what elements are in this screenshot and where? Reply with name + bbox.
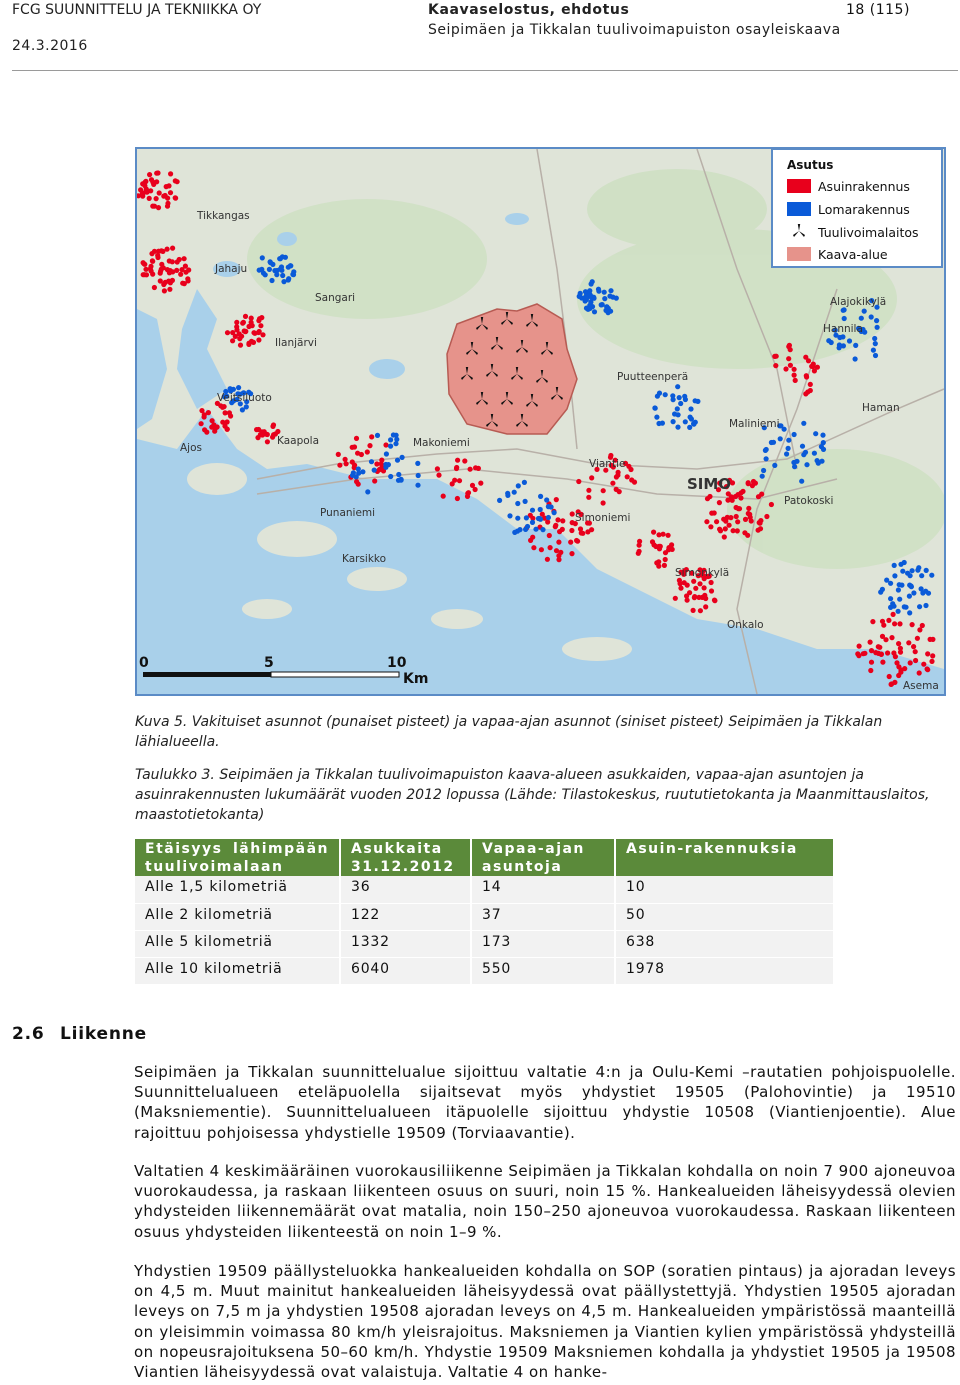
body-paragraph: Seipimäen ja Tikkalan suunnittelualue sijoittuu valtatie 4:n ja Oulu-Kemi –rautatien pohjoispuolelle. Suunnittelualueen eteläpuolella sijaitsevat myös yhdystiet 19505 (Palohovintie) ja 19510 (Maksniementie). Suunnittelualueen itäpuolelle sijoittuu yhdystie 10508 (Viantienjoentie). Alue rajoittuu pohjoisessa yhdystielle 19509 (Torviaavantie).	[134, 1063, 956, 1142]
body-paragraph: Yhdystien 19509 päällysteluokka hankealueiden kohdalla on SOP (soratien pintaus) ja ajoradan leveys on 4,5 m. Muut mainitut hankealueiden läheisyydessä ovat päällystettyjä. Yhdystien 19505 ajoradan leveys on 7,5 m ja yhdystien 19508 ajoradan leveys on 4,5 m. Hankealueiden ympäristössä maanteillä on yleisimmin voimassa 80 km/h yleisrajoitus. Maksniemen ja Viantien kylien ympäristössä yhdysteillä on nopeusrajoituksena 50–60 km/h. Yhdystie 19509 Maksniemen kohdalla ja yhdystiet 19505 ja 19508 Viantien läheisyydessä ovat valaistuja. Valtatie 4 on hanke-	[134, 1262, 956, 1382]
cell-buildings: 638	[615, 930, 833, 957]
cell-distance: Alle 2 kilometriä	[135, 903, 340, 930]
cell-holiday-homes: 37	[471, 903, 615, 930]
header-left	[12, 0, 261, 56]
cell-residents: 6040	[340, 957, 471, 984]
header-divider	[12, 70, 958, 71]
place-veitsiluoto: Veitsiluoto	[217, 392, 272, 404]
place-viantie: Viantie	[589, 458, 626, 470]
place-simoniemi: Simoniemi	[575, 512, 631, 524]
scale-unit: Km	[403, 671, 429, 687]
place-haman: Haman	[862, 402, 900, 414]
cell-distance: Alle 5 kilometriä	[135, 930, 340, 957]
company-name: FCG SUUNNITTELU JA TEKNIIKKA OY	[12, 2, 262, 18]
place-asema: Asema	[903, 680, 939, 692]
place-maliniemi: Maliniemi	[729, 418, 780, 430]
section-number: 2.6	[12, 1024, 45, 1044]
table-caption: Taulukko 3. Seipimäen ja Tikkalan tuulivoimapuiston kaava-alueen asukkaiden, vapaa-ajan asuntojen ja asuinrakennusten lukumäärät vuoden 2012 lopussa (Lähde: Tilastokeskus, ruututietokanta ja Maanmittauslaitos, maastotietokanta)	[135, 767, 930, 823]
place-kaapola: Kaapola	[277, 435, 320, 447]
cell-distance: Alle 1,5 kilometriä	[135, 876, 340, 903]
cell-residents: 36	[340, 876, 471, 903]
col-residential-buildings: Asuin-rakennuksia	[615, 839, 833, 876]
legend-swatch-residential	[787, 179, 811, 193]
figure-caption: Kuva 5. Vakituiset asunnot (punaiset pisteet) ja vapaa-ajan asunnot (siniset pisteet) Seipimäen ja Tikkalan lähialueella.	[135, 714, 883, 750]
place-simonkyla: Simonkylä	[675, 567, 730, 579]
legend-label-residential: Asuinrakennus	[818, 179, 910, 194]
place-patokoski: Patokoski	[784, 495, 834, 507]
cell-buildings: 50	[615, 903, 833, 930]
cell-residents: 1332	[340, 930, 471, 957]
place-tikkangas: Tikkangas	[197, 210, 250, 222]
legend-label-holiday: Lomarakennus	[818, 202, 910, 217]
section-title: Liikenne	[60, 1024, 148, 1044]
scale-label-10: 10	[387, 655, 407, 671]
document-subtitle: Seipimäen ja Tikkalan tuulivoimapuiston osayleiskaava	[428, 22, 841, 38]
cell-buildings: 10	[615, 876, 833, 903]
page-number: 18 (115)	[846, 2, 910, 18]
cell-holiday-homes: 14	[471, 876, 615, 903]
body-paragraph: Valtatien 4 keskimääräinen vuorokausiliikenne Seipimäen ja Tikkalan kohdalla on noin 7 900 ajoneuvoa vuorokaudessa, ja raskaan liikenteen osuus on suuri, noin 15 %. Hankealueiden läheisyydessä olevien yhdysteiden liikennemäärät ovat matalia, noin 150–250 ajoneuvoa vuorokaudessa. Raskaan liikenteen osuus yhdysteiden liikenteestä on noin 1–9 %.	[134, 1162, 956, 1241]
map-legend	[772, 149, 942, 267]
header-center	[428, 0, 841, 40]
place-punaniemi: Punaniemi	[320, 507, 376, 519]
place-ajos: Ajos	[180, 442, 202, 454]
place-ilanjarvi: Ilanjärvi	[275, 337, 317, 349]
place-onkalo: Onkalo	[727, 619, 764, 631]
cell-residents: 122	[340, 903, 471, 930]
place-simo: SIMO	[687, 475, 732, 493]
place-puutteenpera: Puutteenperä	[617, 371, 689, 383]
cell-distance: Alle 10 kilometriä	[135, 957, 340, 984]
document-title: Kaavaselostus, ehdotus	[428, 2, 630, 18]
legend-swatch-plan-area	[787, 247, 811, 261]
place-jahaju: Jahaju	[215, 263, 248, 275]
legend-label-plan-area: Kaava-alue	[818, 247, 888, 262]
place-makoniemi: Makoniemi	[413, 437, 470, 449]
place-alajokikyla: Alajokikylä	[830, 296, 887, 308]
legend-label-turbine: Tuulivoimalaitos	[818, 225, 919, 240]
cell-buildings: 1978	[615, 957, 833, 984]
cell-holiday-homes: 550	[471, 957, 615, 984]
table-row	[135, 930, 833, 957]
col-distance: Etäisyys lähimpään tuulivoimalaan	[135, 839, 340, 876]
place-sangari: Sangari	[315, 292, 356, 304]
col-residents: Asukkaita 31.12.2012	[340, 839, 471, 876]
scale-label-5: 5	[264, 655, 274, 671]
place-karsikko: Karsikko	[342, 553, 387, 565]
header-date: 24.3.2016	[12, 38, 88, 54]
table-row	[135, 876, 833, 903]
place-hannila: Hannila	[823, 323, 863, 335]
residents-table	[135, 839, 833, 985]
legend-title: Asutus	[787, 158, 834, 172]
table-header-row	[135, 839, 833, 876]
table-row	[135, 903, 833, 930]
col-holiday-homes: Vapaa-ajan asuntoja	[471, 839, 615, 876]
cell-holiday-homes: 173	[471, 930, 615, 957]
section-heading	[12, 1024, 147, 1044]
table-row	[135, 957, 833, 984]
scale-label-0: 0	[139, 655, 149, 671]
legend-swatch-holiday	[787, 202, 811, 216]
settlement-map	[135, 147, 946, 696]
